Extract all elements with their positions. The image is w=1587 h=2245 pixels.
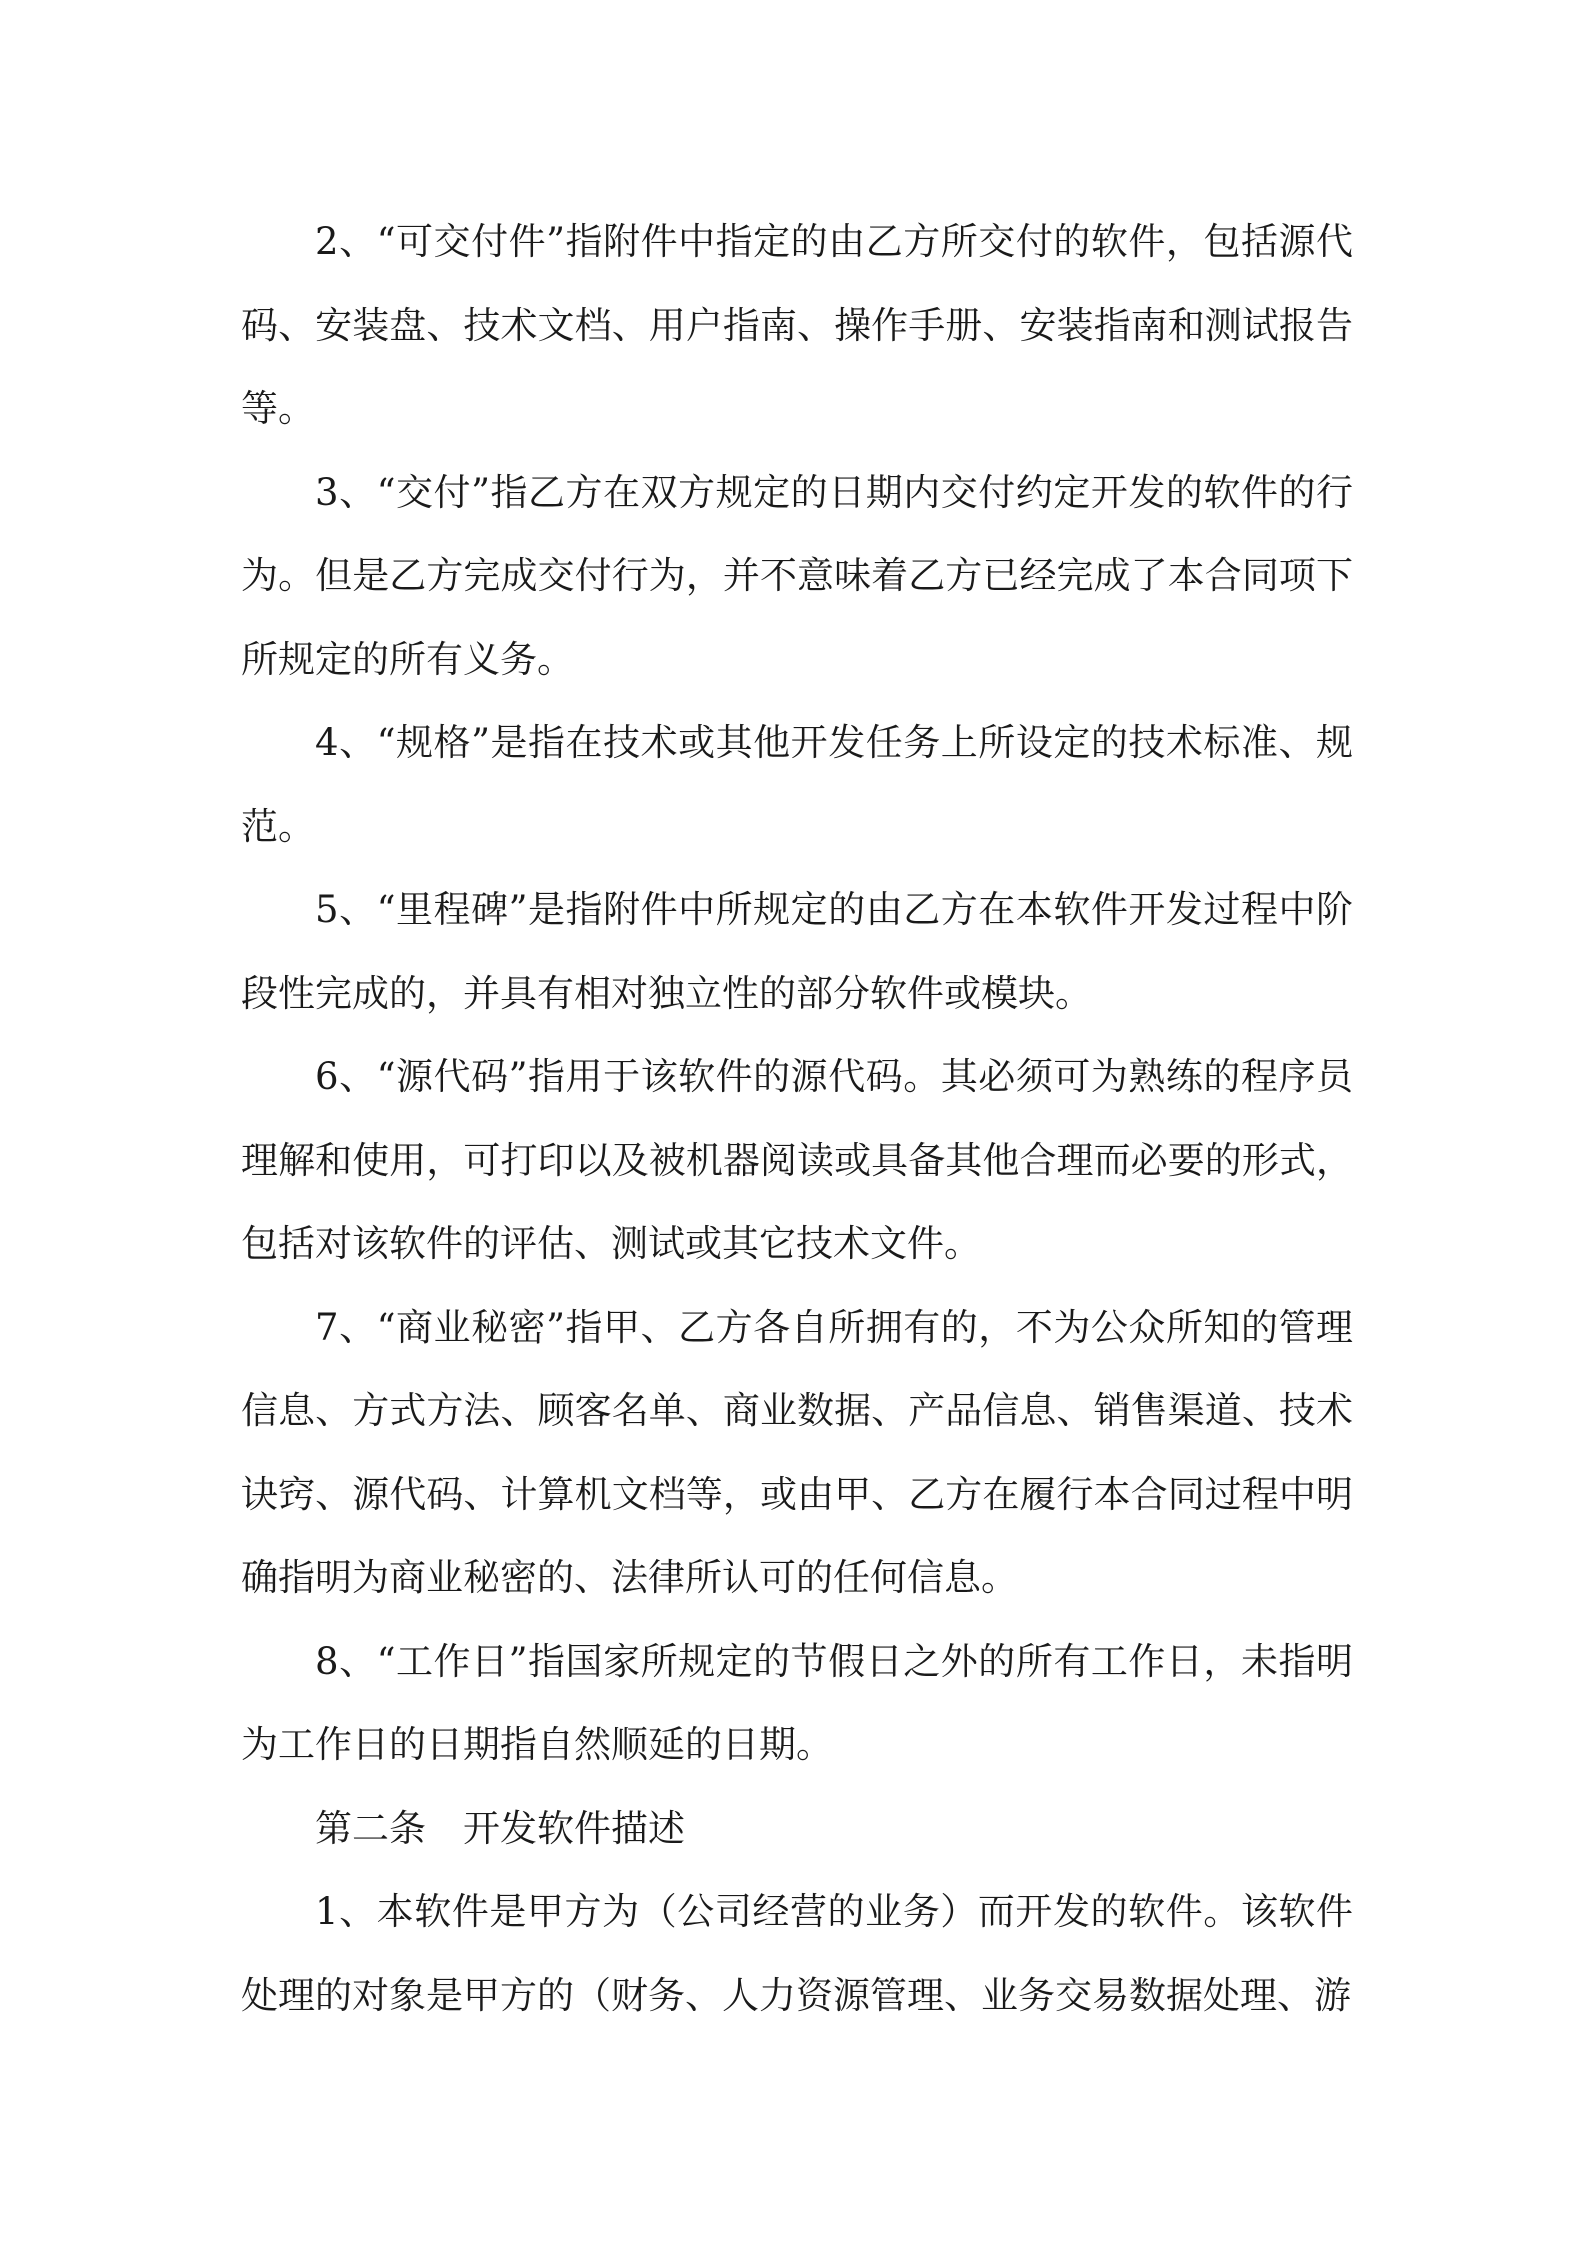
definition-paragraph-milestone: 5、“里程碑”是指附件中所规定的由乙方在本软件开发过程中阶段性完成的，并具有相对独立性的部分软件或模块。 [241, 888, 1353, 1015]
section-paragraph-software-description: 1、本软件是甲方为（公司经营的业务）而开发的软件。该软件处理的对象是甲方的（财务、人力资源管理、业务交易数据处理、游 [241, 1890, 1353, 2017]
definition-paragraph-deliverables: 2、“可交付件”指附件中指定的由乙方所交付的软件，包括源代码、安装盘、技术文档、用户指南、操作手册、安装指南和测试报告等。 [241, 220, 1353, 430]
definition-paragraph-working-day: 8、“工作日”指国家所规定的节假日之外的所有工作日，未指明为工作日的日期指自然顺延的日期。 [241, 1639, 1353, 1766]
document-body [241, 200, 1353, 2037]
definition-paragraph-source-code: 6、“源代码”指用于该软件的源代码。其必须可为熟练的程序员理解和使用，可打印以及被机器阅读或具备其他合理而必要的形式，包括对该软件的评估、测试或其它技术文件。 [241, 1055, 1353, 1265]
definition-paragraph-trade-secret: 7、“商业秘密”指甲、乙方各自所拥有的，不为公众所知的管理信息、方式方法、顾客名单、商业数据、产品信息、销售渠道、技术诀窍、源代码、计算机文档等，或由甲、乙方在履行本合同过程中明确指明为商业秘密的、法律所认可的任何信息。 [241, 1305, 1353, 1599]
definition-paragraph-delivery: 3、“交付”指乙方在双方规定的日期内交付约定开发的软件的行为。但是乙方完成交付行为，并不意味着乙方已经完成了本合同项下所规定的所有义务。 [241, 470, 1353, 681]
section-heading: 第二条 开发软件描述 [315, 1806, 685, 1850]
definition-paragraph-specification: 4、“规格”是指在技术或其他开发任务上所设定的技术标准、规范。 [241, 721, 1353, 848]
